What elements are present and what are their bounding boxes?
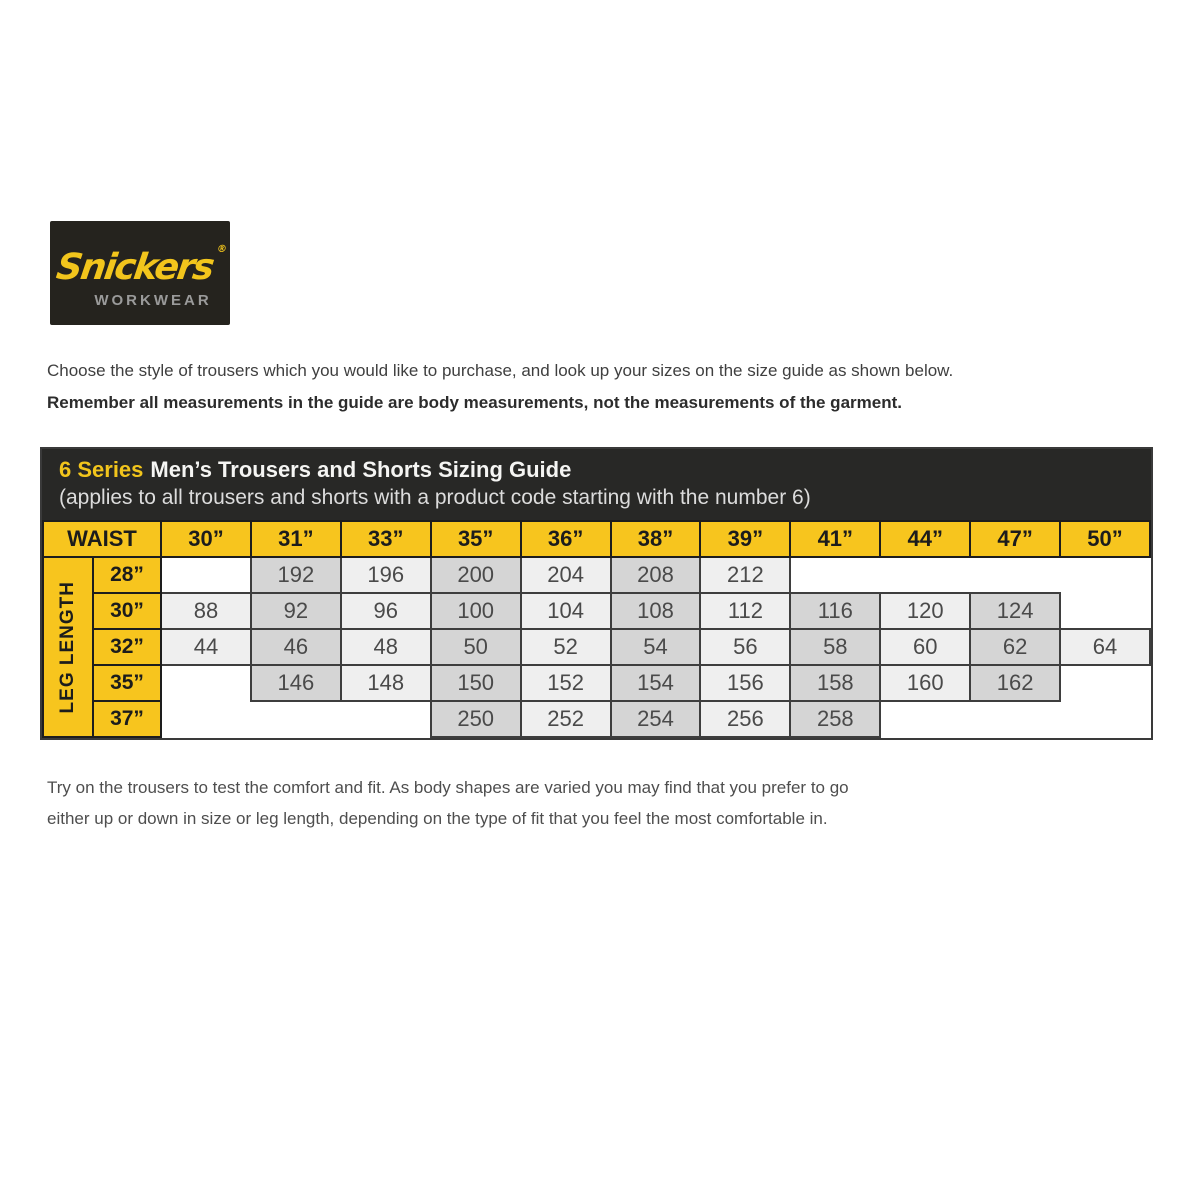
sizing-guide-header [42,449,1151,520]
series-highlight: 6 Series [59,457,144,482]
intro-text [47,355,953,419]
size-cell: 46 [251,629,341,665]
size-row [43,701,1150,737]
size-cell: 250 [431,701,521,737]
sizing-guide [40,447,1153,740]
leg-size-header: 35” [93,665,161,701]
empty-size-cell [1060,701,1150,737]
size-cell: 52 [521,629,611,665]
waist-size-header: 50” [1060,521,1150,557]
size-cell: 116 [790,593,880,629]
size-cell: 50 [431,629,521,665]
waist-size-header: 30” [161,521,251,557]
waist-row [43,521,1150,557]
leg-size-header: 30” [93,593,161,629]
size-cell: 104 [521,593,611,629]
size-cell: 192 [251,557,341,593]
size-cell: 204 [521,557,611,593]
size-cell: 124 [970,593,1060,629]
size-row [43,557,1150,593]
empty-size-cell [1060,665,1150,701]
intro-line-1: Choose the style of trousers which you would like to purchase, and look up your sizes on the size guide as shown below. [47,361,954,380]
sizing-guide-subtitle: (applies to all trousers and shorts with a product code starting with the number 6) [59,486,811,509]
empty-size-cell [1060,557,1150,593]
waist-size-header: 39” [700,521,790,557]
size-cell: 58 [790,629,880,665]
size-cell: 252 [521,701,611,737]
empty-size-cell [341,701,431,737]
size-cell: 256 [700,701,790,737]
size-cell: 100 [431,593,521,629]
size-cell: 120 [880,593,970,629]
size-cell: 160 [880,665,970,701]
empty-size-cell [880,557,970,593]
size-cell: 112 [700,593,790,629]
logo-brand-word: Snickers [54,246,216,288]
size-cell: 154 [611,665,701,701]
empty-size-cell [970,701,1060,737]
empty-size-cell [161,665,251,701]
size-cell: 150 [431,665,521,701]
leg-length-vertical-text: LEG LENGTH [57,580,78,714]
size-row [43,593,1150,629]
size-cell: 48 [341,629,431,665]
size-row [43,665,1150,701]
size-cell: 108 [611,593,701,629]
size-cell: 96 [341,593,431,629]
empty-size-cell [880,701,970,737]
waist-size-header: 47” [970,521,1060,557]
empty-size-cell [161,557,251,593]
footer-line-1: Try on the trousers to test the comfort and fit. As body shapes are varied you may find that you prefer to go [47,778,849,797]
size-cell: 152 [521,665,611,701]
snickers-logo [50,221,230,325]
intro-line-2: Remember all measurements in the guide are body measurements, not the measurements of the garment. [47,393,902,412]
size-cell: 200 [431,557,521,593]
leg-length-axis-label [43,557,93,737]
size-cell: 88 [161,593,251,629]
size-cell: 158 [790,665,880,701]
waist-header-label: WAIST [43,521,161,557]
leg-size-header: 32” [93,629,161,665]
logo-brand-text [54,243,228,288]
sizing-guide-title [59,456,1151,484]
waist-size-header: 31” [251,521,341,557]
size-row [43,629,1150,665]
size-cell: 146 [251,665,341,701]
empty-size-cell [161,701,251,737]
size-cell: 156 [700,665,790,701]
empty-size-cell [1060,593,1150,629]
size-cell: 62 [970,629,1060,665]
size-cell: 60 [880,629,970,665]
size-cell: 196 [341,557,431,593]
size-cell: 148 [341,665,431,701]
size-cell: 56 [700,629,790,665]
registered-trademark-icon: ® [216,243,228,255]
size-cell: 64 [1060,629,1150,665]
size-cell: 44 [161,629,251,665]
waist-size-header: 41” [790,521,880,557]
waist-size-header: 38” [611,521,701,557]
empty-size-cell [251,701,341,737]
waist-size-header: 44” [880,521,970,557]
sizing-table-body [43,521,1150,737]
size-cell: 254 [611,701,701,737]
waist-size-header: 35” [431,521,521,557]
logo-workwear-text: WORKWEAR [94,291,212,309]
title-rest: Men’s Trousers and Shorts Sizing Guide [150,457,572,482]
size-cell: 54 [611,629,701,665]
waist-size-header: 33” [341,521,431,557]
sizing-table [42,520,1151,738]
size-cell: 212 [700,557,790,593]
leg-size-header: 28” [93,557,161,593]
size-cell: 258 [790,701,880,737]
empty-size-cell [970,557,1060,593]
size-cell: 162 [970,665,1060,701]
empty-size-cell [790,557,880,593]
footer-line-2: either up or down in size or leg length, depending on the type of fit that you feel the most comfortable in. [47,809,828,828]
size-cell: 92 [251,593,341,629]
waist-size-header: 36” [521,521,611,557]
leg-size-header: 37” [93,701,161,737]
size-cell: 208 [611,557,701,593]
footer-note [47,772,849,834]
